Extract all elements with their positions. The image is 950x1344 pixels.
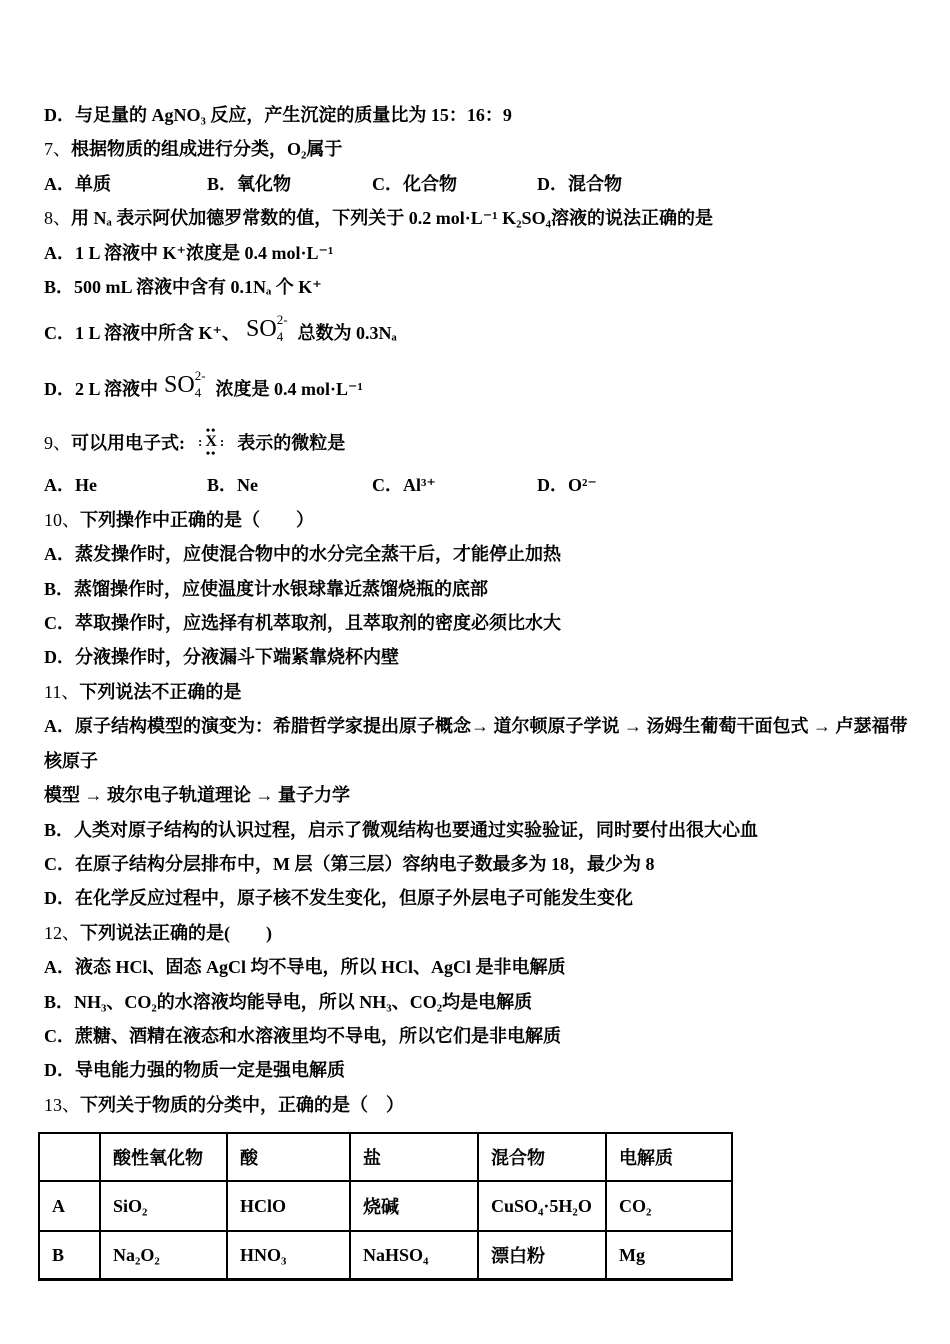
table-header-row: [39, 1133, 732, 1181]
question-text: 下列关于物质的分类中，正确的是（ ）: [80, 1094, 404, 1115]
q10-title: [44, 503, 910, 537]
q12-option-d: [44, 1053, 910, 1087]
q12-option-b: [44, 985, 910, 1019]
option-text: D．2 L 溶液中: [44, 379, 159, 400]
q9-option-a: A．He: [44, 475, 97, 496]
q10-option-a: [44, 537, 910, 571]
ion-base: SO: [246, 316, 277, 343]
q8-option-d: [44, 360, 910, 416]
option-text: A．1 L 溶液中 K⁺浓度是 0.4 mol·L⁻¹: [44, 242, 334, 263]
q11-option-a-line2: [44, 778, 910, 812]
q12-title: [44, 916, 910, 950]
q8-option-a: [44, 236, 910, 270]
table-cell: Na₂O₂: [100, 1231, 227, 1280]
ion-subscript: 4: [276, 329, 284, 345]
option-text: B．NH₃、CO₂的水溶液均能导电，所以 NH₃、CO₂均是电解质: [44, 991, 533, 1012]
question-number: 11、: [44, 681, 80, 702]
ion-scripts: [194, 368, 206, 401]
electron-dot-formula: [195, 423, 227, 461]
option-text: C．在原子结构分层排布中，M 层（第三层）容纳电子数最多为 18，最少为 8: [44, 853, 655, 874]
q7-option-c: C．化合物: [372, 173, 457, 194]
element-symbol: X: [205, 433, 217, 451]
q9-option-c: C．Al³⁺: [372, 475, 436, 496]
q10-option-b: [44, 572, 910, 606]
question-number: 7、: [44, 139, 71, 160]
q8-title: [44, 201, 910, 235]
row-label: A: [39, 1181, 100, 1231]
ion-superscript: 2-: [276, 312, 288, 328]
sulfate-ion-formula: [164, 368, 206, 401]
option-text: A．液态 HCl、固态 AgCl 均不导电，所以 HCl、AgCl 是非电解质: [44, 957, 566, 978]
ion-base: SO: [164, 372, 195, 399]
question-number: 10、: [44, 509, 80, 530]
table-cell: 电解质: [606, 1133, 732, 1181]
q7-option-a: A．单质: [44, 173, 111, 194]
question-text: 下列说法正确的是( ): [80, 922, 272, 943]
table-cell: CO₂: [606, 1181, 732, 1231]
q9-option-b: B．Ne: [207, 475, 258, 496]
table-cell: [39, 1133, 100, 1181]
table-cell: HNO₃: [227, 1231, 350, 1280]
electron-dots-bottom: ••: [205, 446, 217, 461]
q11-option-c: [44, 847, 910, 881]
option-text: 模型 → 玻尔电子轨道理论 → 量子力学: [44, 785, 350, 806]
table-cell: NaHSO₄: [350, 1231, 478, 1280]
question-text: 根据物质的组成进行分类，O₂属于: [71, 139, 343, 160]
q12-option-a: [44, 950, 910, 984]
option-text: 浓度是 0.4 mol·L⁻¹: [215, 379, 363, 400]
q11-option-b: [44, 813, 910, 847]
electron-dots-right: :: [219, 434, 225, 450]
sulfate-ion-formula: [246, 312, 288, 345]
option-text: C．1 L 溶液中所含 K⁺、: [44, 323, 241, 344]
option-text: D．导电能力强的物质一定是强电解质: [44, 1060, 345, 1081]
table-cell: 烧碱: [350, 1181, 478, 1231]
q9-option-d: D．O²⁻: [537, 475, 597, 496]
q11-title: [44, 675, 910, 709]
question-number: 13、: [44, 1094, 80, 1115]
question-number: 8、: [44, 208, 71, 229]
table-cell: 混合物: [478, 1133, 606, 1181]
table-cell: 漂白粉: [478, 1231, 606, 1280]
option-text: 总数为 0.3Nₐ: [297, 323, 397, 344]
table-cell: CuSO₄·5H₂O: [478, 1181, 606, 1231]
ion-subscript: 4: [194, 385, 202, 401]
table-cell: 酸: [227, 1133, 350, 1181]
electron-dots-left: :: [198, 434, 203, 450]
table-cell: Mg: [606, 1231, 732, 1280]
classification-table: [38, 1132, 733, 1281]
question-text: 表示的微粒是: [237, 433, 346, 454]
option-text: A．原子结构模型的演变为：希腊哲学家提出原子概念→ 道尔顿原子学说 → 汤姆生葡萄干面包式 → 卢瑟福带核原子: [44, 716, 908, 771]
q7-option-d: D．混合物: [537, 173, 622, 194]
q12-option-c: [44, 1019, 910, 1053]
row-label: B: [39, 1231, 100, 1280]
ion-scripts: [276, 312, 288, 345]
question-text: 可以用电子式:: [71, 433, 185, 454]
q8-option-b: [44, 270, 910, 304]
q8-option-c: [44, 304, 910, 360]
q10-option-c: [44, 606, 910, 640]
q7-title: [44, 132, 910, 166]
table-row: [39, 1181, 732, 1231]
table-cell: SiO₂: [100, 1181, 227, 1231]
q7-options-row: [44, 167, 910, 201]
q13-title: [44, 1088, 910, 1122]
electron-dots-top: ••: [205, 423, 217, 438]
option-text: C．蔗糖、酒精在液态和水溶液里均不导电，所以它们是非电解质: [44, 1025, 561, 1046]
option-text: D．与足量的 AgNO₃ 反应，产生沉淀的质量比为 15：16：9: [44, 105, 512, 125]
option-text: B．人类对原子结构的认识过程，启示了微观结构也要通过实验验证，同时要付出很大心血: [44, 819, 759, 840]
table-cell: 盐: [350, 1133, 478, 1181]
option-text: B．蒸馏操作时，应使温度计水银球靠近蒸馏烧瓶的底部: [44, 578, 489, 599]
q11-option-d: [44, 881, 910, 915]
table-cell: 酸性氧化物: [100, 1133, 227, 1181]
question-text: 下列操作中正确的是（ ）: [80, 509, 314, 530]
question-text: 下列说法不正确的是: [79, 681, 242, 702]
q7-option-b: B．氧化物: [207, 173, 292, 194]
ion-superscript: 2-: [194, 368, 206, 384]
q9-title: [44, 416, 910, 468]
option-text: C．萃取操作时，应选择有机萃取剂，且萃取剂的密度必须比水大: [44, 613, 561, 634]
table-cell: HClO: [227, 1181, 350, 1231]
option-text: B．500 mL 溶液中含有 0.1Nₐ 个 K⁺: [44, 277, 322, 298]
table-row: [39, 1231, 732, 1280]
q9-options-row: [44, 468, 910, 502]
q6-option-d: [44, 98, 910, 132]
q10-option-d: [44, 640, 910, 674]
option-text: D．在化学反应过程中，原子核不发生变化，但原子外层电子可能发生变化: [44, 888, 633, 909]
q11-option-a-line1: [44, 709, 910, 778]
question-number: 9、: [44, 433, 71, 454]
question-text: 用 Nₐ 表示阿伏加德罗常数的值，下列关于 0.2 mol·L⁻¹ K₂SO₄溶液的说法正确的是: [71, 208, 713, 229]
option-text: A．蒸发操作时，应使混合物中的水分完全蒸干后，才能停止加热: [44, 544, 561, 565]
question-number: 12、: [44, 922, 80, 943]
option-text: D．分液操作时，分液漏斗下端紧靠烧杯内壁: [44, 647, 399, 668]
